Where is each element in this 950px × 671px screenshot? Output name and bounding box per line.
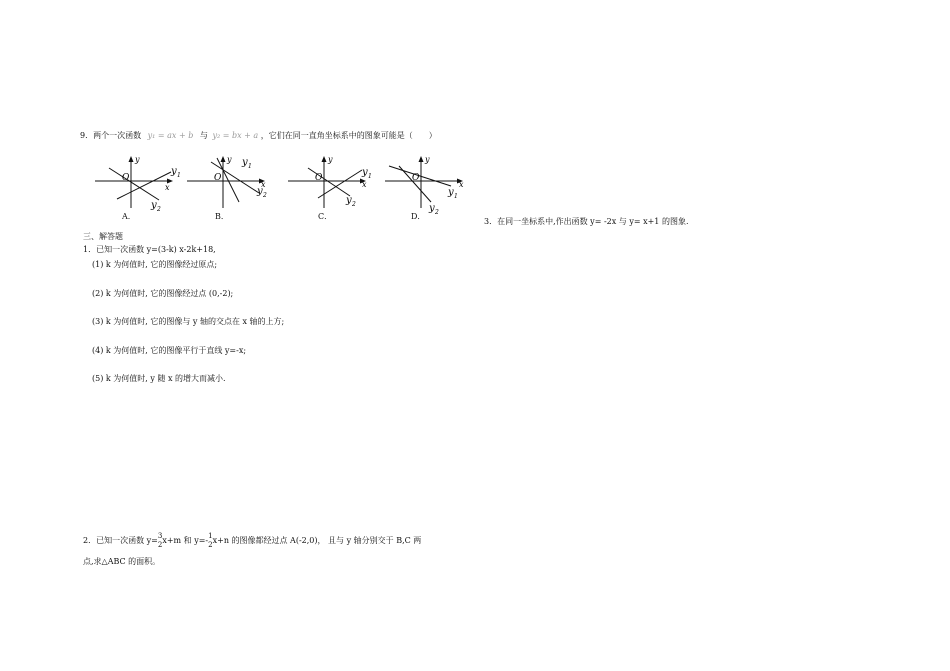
line-y2 xyxy=(399,166,431,202)
p3-text: 3．在同一坐标系中,作出函数 y= -2x 与 y= x+1 的图象. xyxy=(484,217,689,226)
y2-sub: 2 xyxy=(157,206,161,213)
graph-c-svg xyxy=(288,150,378,215)
y-arrow xyxy=(419,156,424,162)
p2-line2: 点,求△ABC 的面积。 xyxy=(83,557,161,566)
q9-line xyxy=(80,131,437,141)
y1-label: y xyxy=(171,166,177,177)
x-label: x xyxy=(165,183,170,192)
y2-sub: 2 xyxy=(263,192,267,199)
graph-b-svg xyxy=(187,150,277,215)
y1-sub: 1 xyxy=(248,163,252,170)
p1-item-4: (4) k 为何值时, 它的图像平行于直线 y=-x; xyxy=(92,346,247,355)
p2-frac1-den: 2 xyxy=(157,541,163,549)
y1-label: y xyxy=(362,167,368,178)
y-arrow xyxy=(322,156,327,162)
origin-label: O xyxy=(214,173,222,183)
origin-label: O xyxy=(412,173,420,183)
graph-c xyxy=(288,150,378,219)
p2-frac1-num: 3 xyxy=(157,532,163,540)
section-heading: 三、解答题 xyxy=(83,232,123,241)
p1-item-5: (5) k 为何值时, y 随 x 的增大而减小. xyxy=(92,374,226,383)
p1-stem: 1．已知一次函数 y=(3-k) x-2k+18, xyxy=(83,245,216,254)
x-label: x xyxy=(261,180,266,189)
q9-formula-2: y₂ = bx + a xyxy=(212,131,259,140)
y-label: y xyxy=(328,155,333,164)
x-label: x xyxy=(459,180,464,189)
p2-frac2-num: 1 xyxy=(208,532,213,540)
q9-suffix: ，它们在同一直角坐标系中的图象可能是（ ） xyxy=(260,131,437,140)
y-arrow xyxy=(129,156,134,162)
origin-label: O xyxy=(122,173,130,183)
y2-label: y xyxy=(429,203,435,214)
p2-text-c: x+n 的图像都经过点 A(-2,0)， 且与 y 轴分别交于 B,C 两 xyxy=(212,536,422,545)
q9-mid: 与 xyxy=(199,131,208,140)
p2-text-a: 2．已知一次函数 y= xyxy=(83,536,158,545)
y2-sub: 2 xyxy=(435,209,439,216)
y2-label: y xyxy=(257,186,263,197)
p2-frac2-den: 2 xyxy=(208,541,213,549)
y1-label: y xyxy=(448,187,454,198)
p1-item-2: (2) k 为何值时, 它的图像经过点 (0,-2); xyxy=(92,289,234,298)
option-a-label: A． xyxy=(122,212,136,221)
p1-item-3: (3) k 为何值时, 它的图像与 y 轴的交点在 x 轴的上方; xyxy=(92,317,285,326)
q9-formula-1: y₁ = ax + b xyxy=(147,131,194,140)
option-b-label: B． xyxy=(215,212,229,221)
y2-label: y xyxy=(151,200,157,211)
y1-sub: 1 xyxy=(177,172,181,179)
origin-label: O xyxy=(315,173,323,183)
y1-sub: 1 xyxy=(368,173,372,180)
line-y1 xyxy=(389,166,451,186)
y2-label: y xyxy=(346,195,352,206)
y1-label: y xyxy=(242,157,248,168)
y-label: y xyxy=(227,155,232,164)
line-y1 xyxy=(318,170,362,198)
x-label: x xyxy=(362,180,367,189)
option-d-label: D． xyxy=(411,212,426,221)
y2-sub: 2 xyxy=(352,201,356,208)
graph-b xyxy=(187,150,277,219)
y1-sub: 1 xyxy=(454,193,458,200)
p1-item-1: (1) k 为何值时, 它的图像经过原点; xyxy=(92,260,218,269)
q9-prefix: 9．两个一次函数 xyxy=(80,131,142,140)
graph-a xyxy=(95,150,185,219)
graph-a-svg xyxy=(95,150,185,215)
y-label: y xyxy=(425,155,430,164)
graph-d xyxy=(385,150,475,219)
graph-d-svg xyxy=(385,150,475,215)
p2-line1 xyxy=(83,532,421,550)
line-y2 xyxy=(109,168,159,200)
y-arrow xyxy=(221,156,226,162)
p2-text-b: x+m 和 y=- xyxy=(162,536,209,545)
option-c-label: C． xyxy=(318,212,333,221)
y-label: y xyxy=(135,155,140,164)
